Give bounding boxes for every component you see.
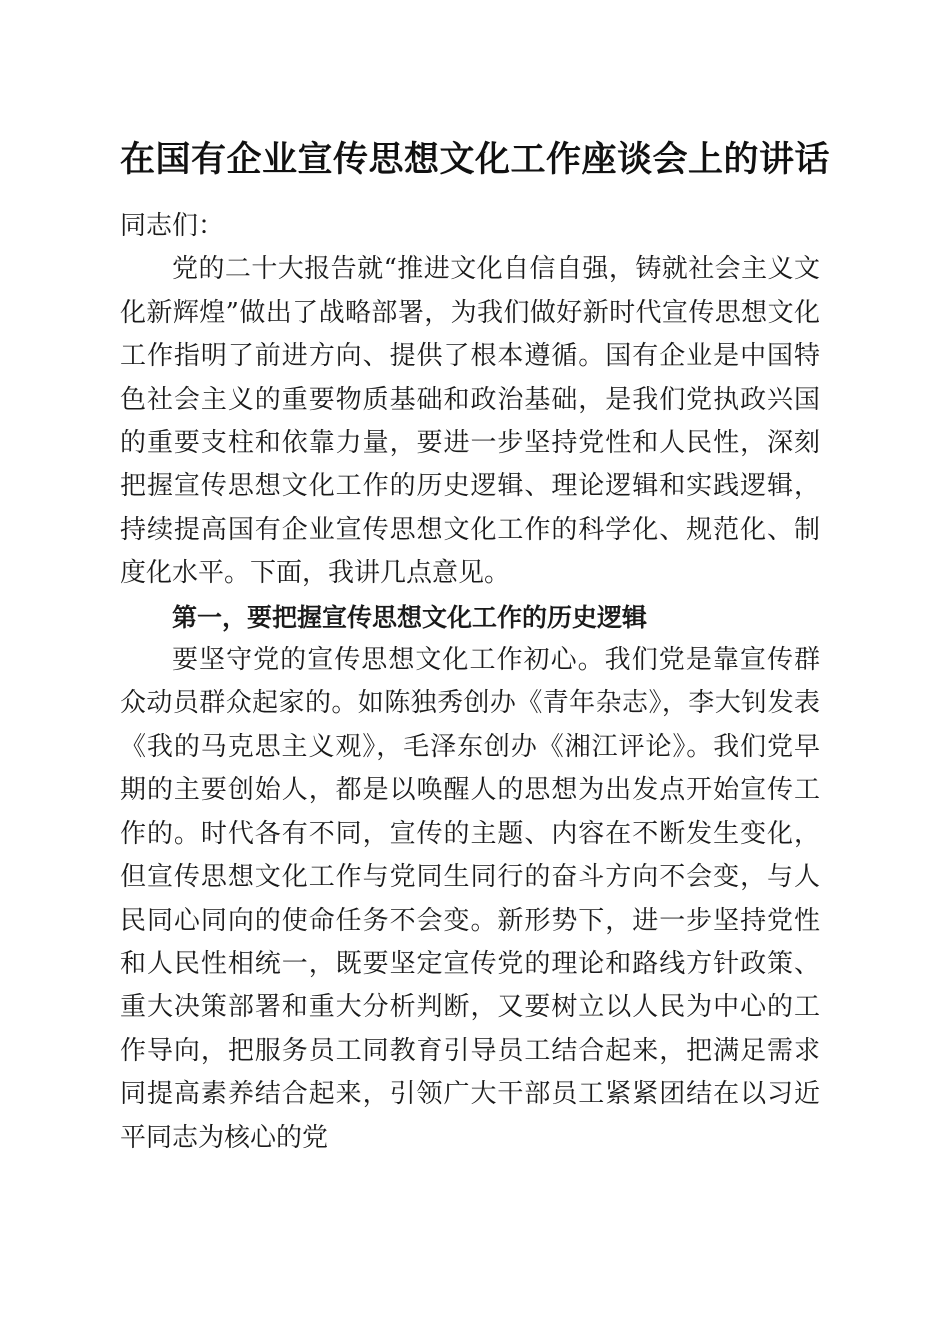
intro-paragraph: 党的二十大报告就“推进文化自信自强，铸就社会主义文化新辉煌”做出了战略部署，为我们做好新时代宣传思想文化工作指明了前进方向、提供了根本遵循。国有企业是中国特色社会主义的重要物质基础和政治基础，是我们党执政兴国的重要支柱和依靠力量，要进一步坚持党性和人民性，深刻把握宣传思想文化工作的历史逻辑、理论逻辑和实践逻辑，持续提高国有企业宣传思想文化工作的科学化、规范化、制度化水平。下面，我讲几点意见。 bbox=[120, 254, 820, 589]
section-heading: 第一，要把握宣传思想文化工作的历史逻辑 bbox=[172, 602, 648, 632]
section-paragraph: 要坚守党的宣传思想文化工作初心。我们党是靠宣传群众动员群众起家的。如陈独秀创办《青年杂志》，李大钊发表《我的马克思主义观》，毛泽东创办《湘江评论》。我们党早期的主要创始人，都是以唤醒人的思想为出发点开始宣传工作的。时代各有不同，宣传的主题、内容在不断发生变化，但宣传思想文化工作与党同生同行的奋斗方向不会变，与人民同心同向的使命任务不会变。新形势下，进一步坚持党性和人民性相统一，既要坚定宣传党的理论和路线方针政策、重大决策部署和重大分析判断，又要树立以人民为中心的工作导向，把服务员工同教育引导员工结合起来，把满足需求同提高素养结合起来，引领广大干部员工紧紧团结在以习近平同志为核心的党 bbox=[120, 645, 820, 1153]
document-body bbox=[120, 205, 820, 1160]
document-title: 在国有企业宣传思想文化工作座谈会上的讲话 bbox=[119, 139, 830, 180]
salutation: 同志们： bbox=[120, 211, 225, 241]
